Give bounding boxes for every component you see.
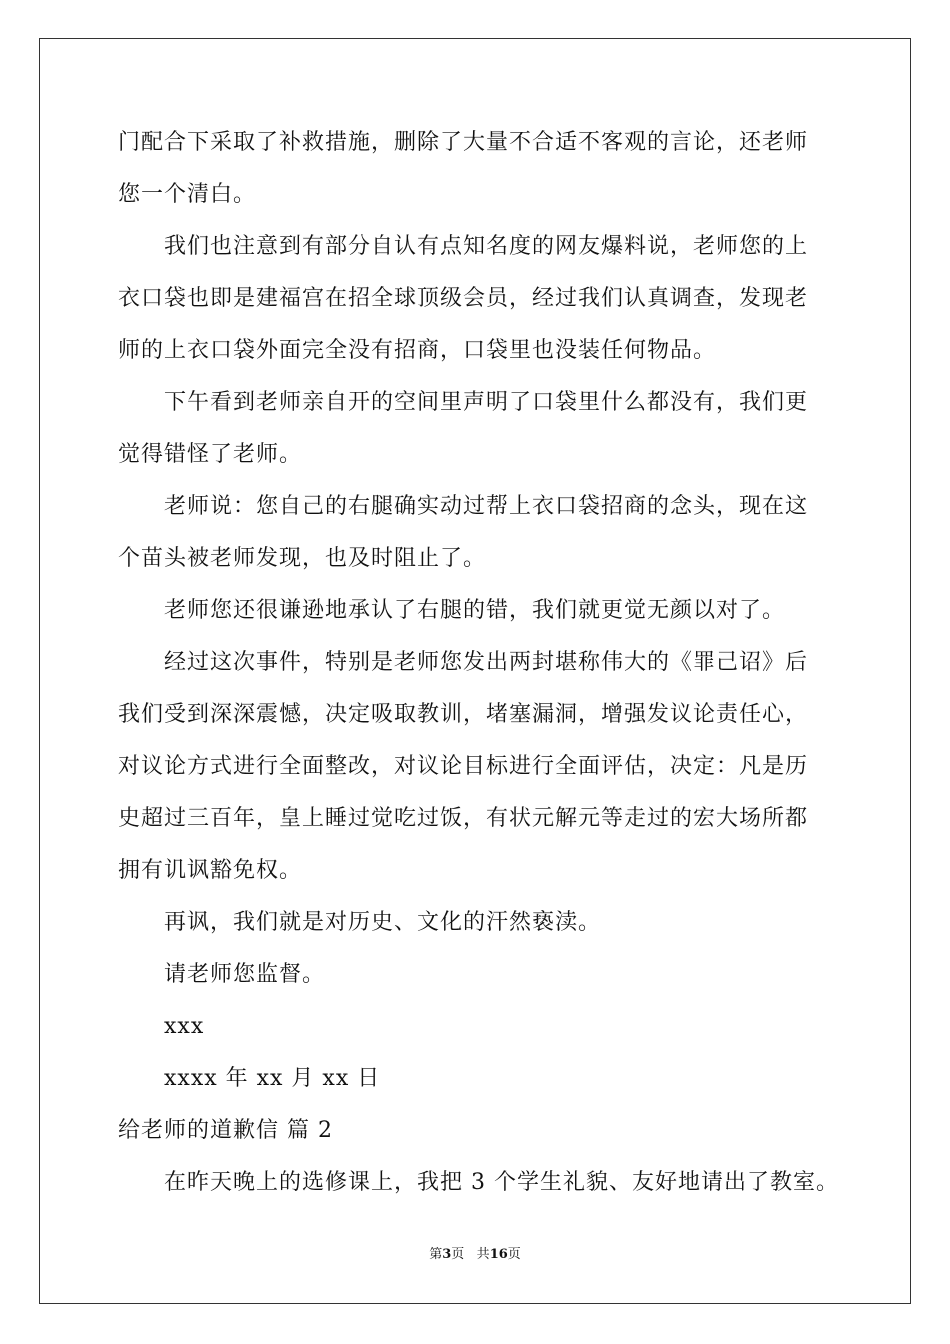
text-line: 史超过三百年，皇上睡过觉吃过饭，有状元解元等走过的宏大场所都 — [118, 806, 809, 831]
footer-total-number: 16 — [489, 1247, 508, 1262]
paragraph-start: 老师说：您自己的右腿确实动过帮上衣口袋招商的念头，现在这 — [164, 494, 809, 519]
footer-total-prefix: 共 — [476, 1247, 490, 1262]
signature-name: xxx — [164, 1014, 205, 1039]
text-line: 门配合下采取了补救措施，删除了大量不合适不客观的言论，还老师 — [118, 130, 809, 155]
paragraph-start: 请老师您监督。 — [164, 962, 326, 987]
document-body — [118, 128, 848, 1198]
paragraph-start: 在昨天晚上的选修课上，我把 3 个学生礼貌、友好地请出了教室。 — [164, 1170, 839, 1195]
text-line: 拥有讥讽豁免权。 — [118, 858, 303, 883]
footer-page-suffix: 页 — [451, 1247, 465, 1262]
text-line: 师的上衣口袋外面完全没有招商，口袋里也没装任何物品。 — [118, 338, 717, 363]
paragraph-start: 老师您还很谦逊地承认了右腿的错，我们就更觉无颜以对了。 — [164, 598, 786, 623]
section-heading: 给老师的道歉信 篇 2 — [118, 1118, 333, 1143]
text-line: 衣口袋也即是建福宫在招全球顶级会员，经过我们认真调查，发现老 — [118, 286, 809, 311]
text-line: 对议论方式进行全面整改，对议论目标进行全面评估，决定：凡是历 — [118, 754, 809, 779]
text-line: 您一个清白。 — [118, 182, 257, 207]
signature-date: xxxx 年 xx 月 xx 日 — [164, 1066, 381, 1091]
paragraph-start: 再讽，我们就是对历史、文化的汗然亵渎。 — [164, 910, 602, 935]
paragraph-start: 经过这次事件，特别是老师您发出两封堪称伟大的《罪己诏》后 — [164, 650, 809, 675]
text-line: 个苗头被老师发现，也及时阻止了。 — [118, 546, 487, 571]
footer-page-prefix: 第 — [429, 1247, 443, 1262]
paragraph-start: 下午看到老师亲自开的空间里声明了口袋里什么都没有，我们更 — [164, 390, 809, 415]
paragraph-start: 我们也注意到有部分自认有点知名度的网友爆料说，老师您的上 — [164, 234, 809, 259]
footer-page-number: 3 — [442, 1247, 452, 1262]
text-line: 觉得错怪了老师。 — [118, 442, 303, 467]
footer-total-suffix: 页 — [507, 1247, 521, 1262]
page-footer — [0, 1246, 950, 1264]
text-line: 我们受到深深震憾，决定吸取教训，堵塞漏洞，增强发议论责任心， — [118, 702, 809, 727]
